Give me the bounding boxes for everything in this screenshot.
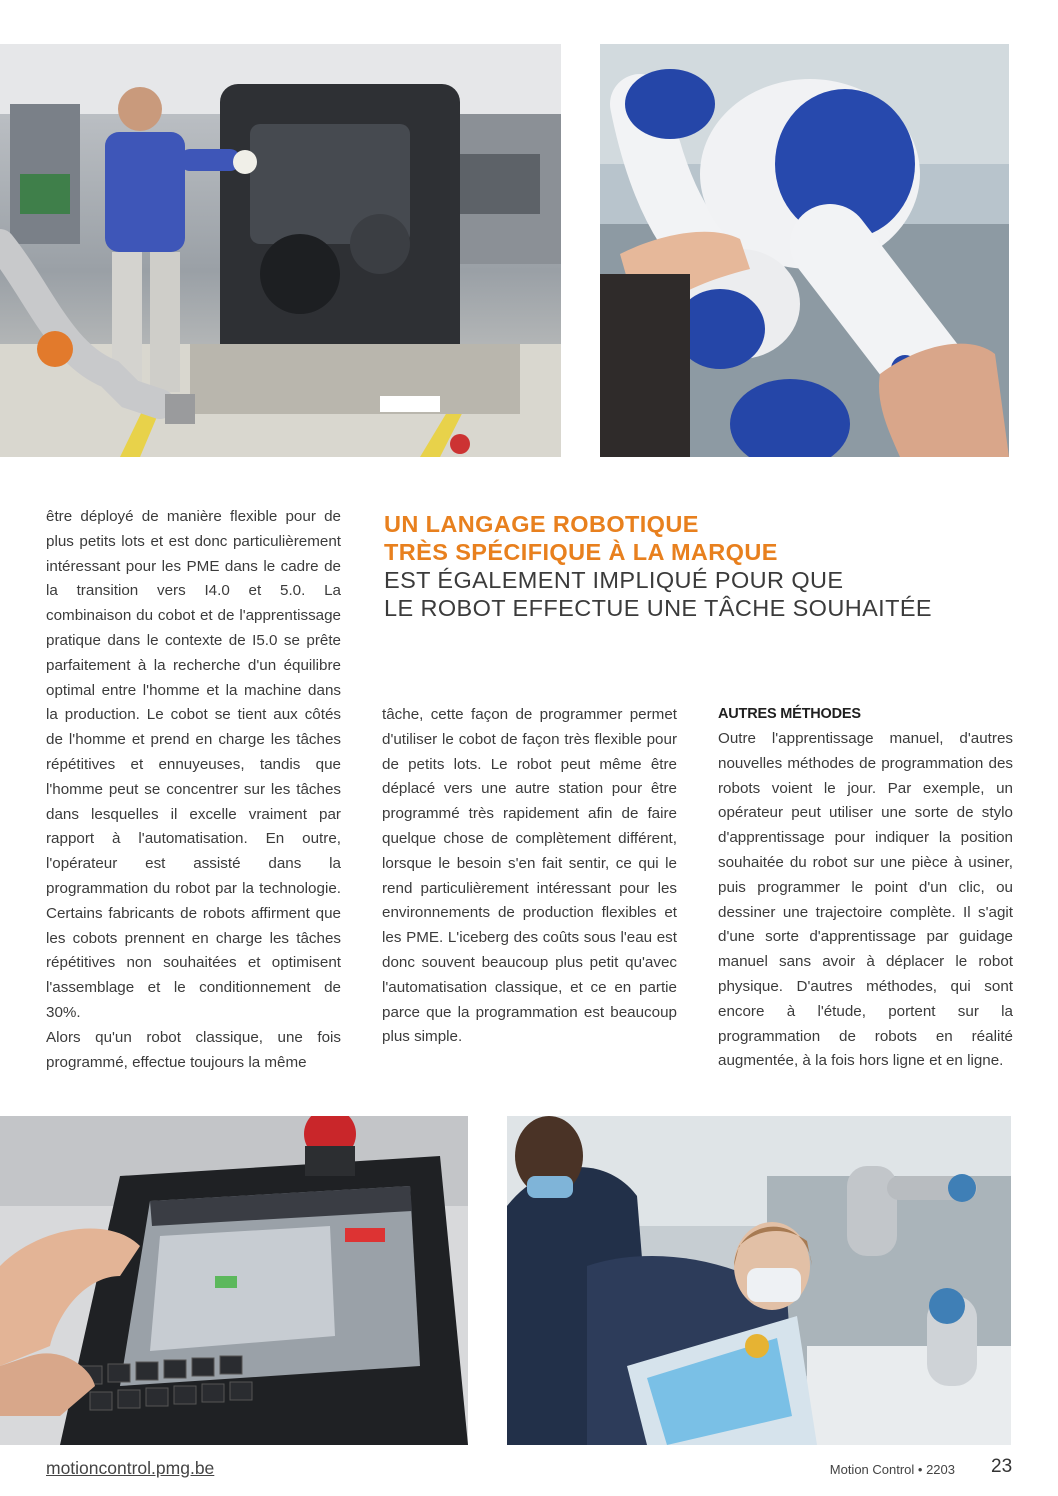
article-column-3 — [718, 703, 1013, 1074]
article-column-1 — [46, 505, 341, 1075]
pull-quote — [384, 510, 1024, 622]
pull-quote-line-2: TRÈS SPÉCIFIQUE À LA MARQUE — [384, 539, 778, 565]
section-heading: AUTRES MÉTHODES — [718, 706, 861, 722]
paragraph: être déployé de manière flexible pour de plus petits lots et est donc particulièrement intéressant pour les PME dans le cadre de la transition vers I4.0 et 5.0. La combinaison du cobot et de l'apprentissage pratique dans le contexte de I5.0 se prête parfaitement à la recherche d'un équilibre optimal entre l'homme et la machine dans la production. Le cobot se tient aux côtés de l'homme et prend en charge les tâches répétitives et ennuyeuses, tandis que l'homme peut se concentrer sur les tâches dans lesquelles il excelle vraiment par rapport à l'automatisation. En outre, l'opérateur est assisté dans la programmation du robot par la technologie. Certains fabricants de robots affirment que les cobots prennent en charge les tâches répétitives non souhaitées et optimisent l'assemblage et le conditionnement de 30%. — [46, 508, 341, 1021]
photo-technician-cobot — [507, 1116, 1011, 1445]
paragraph: Alors qu'un robot classique, une fois programmé, effectue toujours la même — [46, 1028, 341, 1071]
footer-magazine-issue: Motion Control • 2203 — [829, 1462, 955, 1477]
paragraph: tâche, cette façon de programmer permet d'utiliser le cobot de façon très flexible pour de petits lots. Le robot peut même être déplacé vers une autre station pour être programmé très rapidement afin de faire quelque chose de complètement différent, lorsque le besoin s'en fait sentir, ce qui le rend particulièrement intéressant pour les environnements de production flexibles et les PME. L'iceberg des coûts sous l'eau est donc souvent beaucoup plus petit qu'avec l'automatisation classique, et ce en partie parce que la programmation est beaucoup plus simple. — [382, 706, 677, 1046]
article-column-2 — [382, 703, 677, 1050]
paragraph: Outre l'apprentissage manuel, d'autres nouvelles méthodes de programmation des robots voient le jour. Par exemple, un opérateur peut utiliser une sorte de stylo d'apprentissage pour indiquer la position souhaitée du robot sur une pièce à usiner, puis programmer le point d'un clic, ou dessiner une trajectoire complète. Il s'agit d'une sorte d'apprentissage par guidage manuel sans avoir à déplacer le robot physique. D'autres méthodes, qui sont encore à l'étude, portent sur la programmation de robots en réalité augmentée, à la fois hors ligne et en ligne. — [718, 730, 1013, 1070]
footer-website-link[interactable]: motioncontrol.pmg.be — [46, 1458, 215, 1478]
photo-teach-pendant-tablet — [0, 1116, 468, 1445]
pull-quote-line-1: UN LANGAGE ROBOTIQUE — [384, 511, 699, 537]
page-number: 23 — [991, 1456, 1013, 1477]
photo-hands-guiding-cobot — [600, 44, 1009, 457]
pull-quote-line-4: LE ROBOT EFFECTUE UNE TÂCHE SOUHAITÉE — [384, 595, 932, 621]
photo-factory-worker-cobot — [0, 44, 561, 457]
pull-quote-line-3: EST ÉGALEMENT IMPLIQUÉ POUR QUE — [384, 567, 844, 593]
